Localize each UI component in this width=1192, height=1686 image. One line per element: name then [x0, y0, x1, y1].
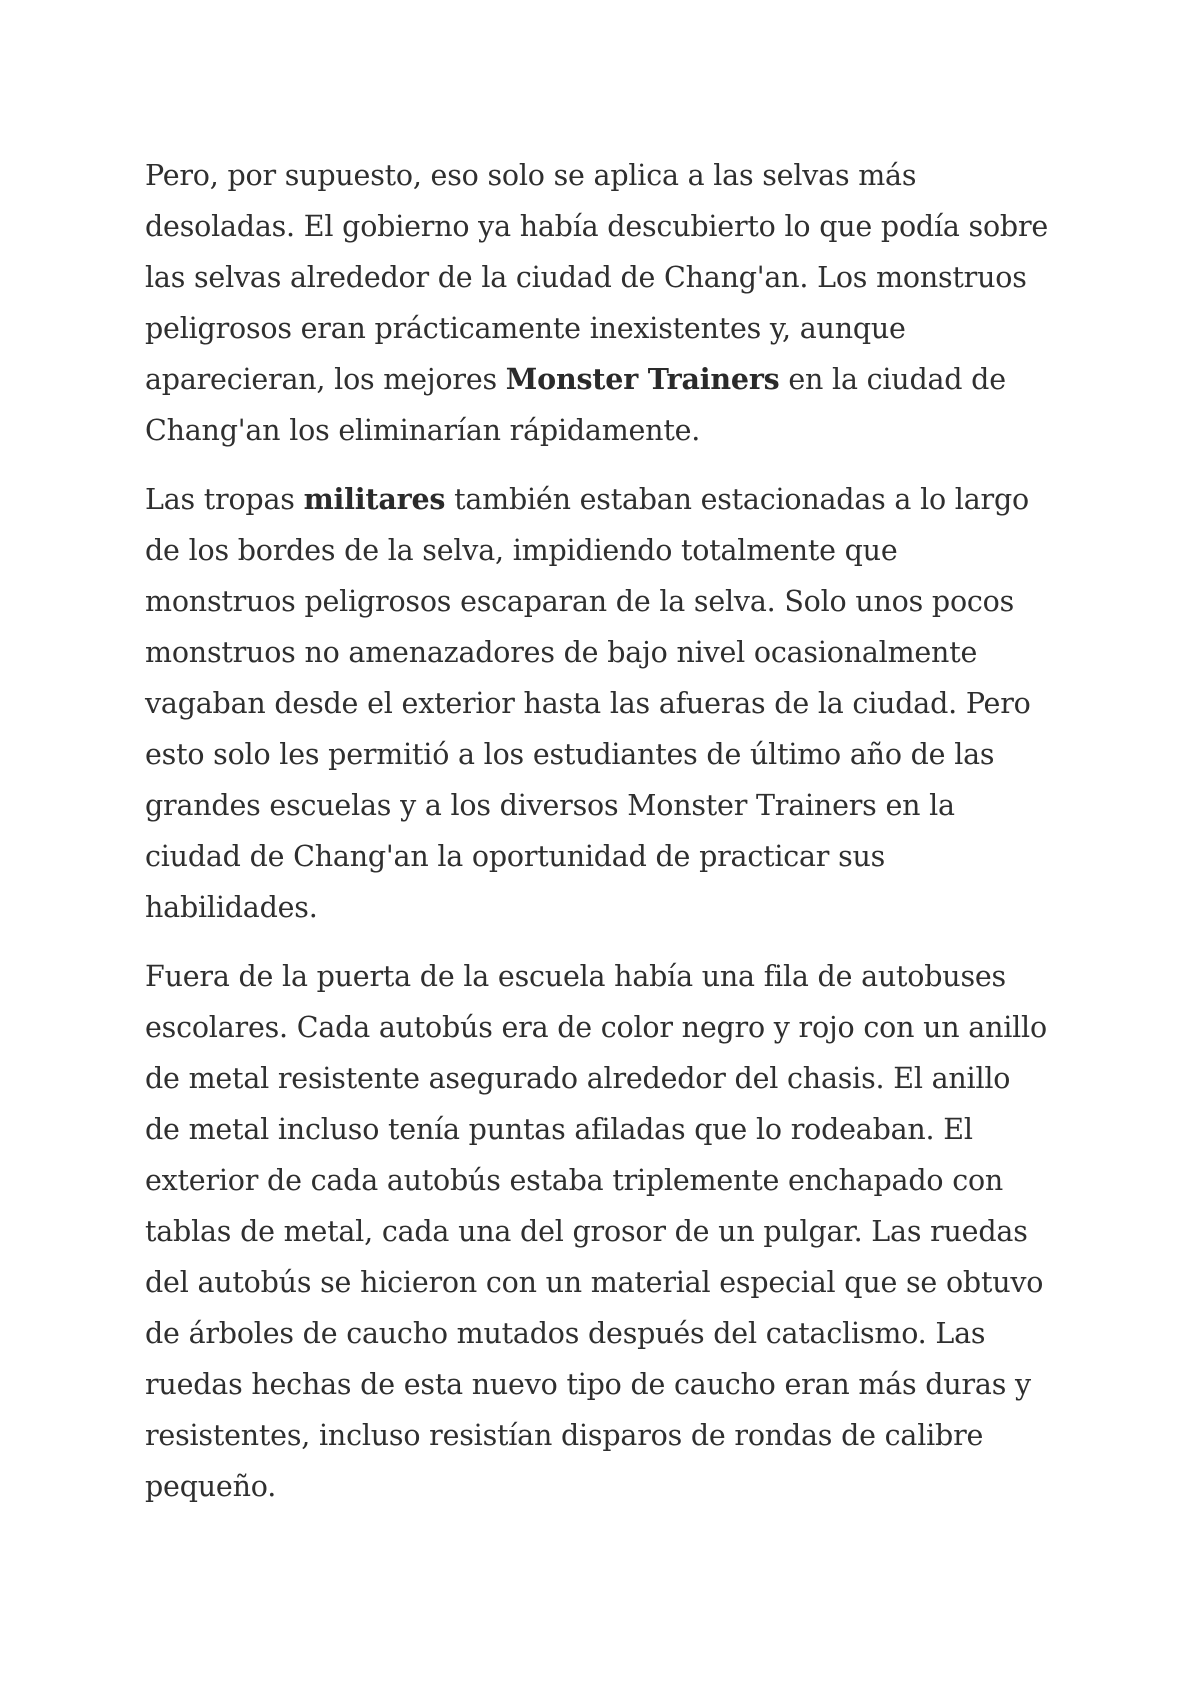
- paragraph-3: Fuera de la puerta de la escuela había una fila de autobuses escolares. Cada autobús era de color negro y rojo con un anillo de metal resistente asegurado alrededor del chasis. El anillo de metal incluso tenía puntas afiladas que lo rodeaban. El exterior de cada autobús estaba triplemente enchapado con tablas de metal, cada una del grosor de un pulgar. Las ruedas del autobús se hicieron con un material especial que se obtuvo de árboles de caucho mutados después del cataclismo. Las ruedas hechas de esta nuevo tipo de caucho eran más duras y resistentes, incluso resistían disparos de rondas de calibre pequeño.: [145, 960, 1047, 1503]
- paragraph-2: [145, 474, 1050, 933]
- body-text: [145, 150, 1050, 1530]
- paragraph-1-text-a: Pero, por supuesto, eso solo se aplica a las selvas más desoladas. El gobierno ya había descubierto lo que podía sobre las selvas alrededor de la ciudad de Chang'an. Los monstruos peligrosos eran prácticamente inexistentes y, aunque aparecieran, los mejores: [145, 159, 1049, 396]
- paragraph-1-text-b: en la ciudad de Chang'an los eliminarían rápidamente.: [145, 363, 1006, 447]
- paragraph-1: [145, 150, 1050, 456]
- paragraph-2-text-a: Las tropas: [145, 483, 304, 516]
- paragraph-2-text-b: también estaban estacionadas a lo largo de los bordes de la selva, impidiendo totalmente que monstruos peligrosos escaparan de la selva. Solo unos pocos monstruos no amenazadores de bajo nivel ocasionalmente vagaban desde el exterior hasta las afueras de la ciudad. Pero esto solo les permitió a los estudiantes de último año de las grandes escuelas y a los diversos Monster Trainers en la ciudad de Chang'an la oportunidad de practicar sus habilidades.: [145, 483, 1031, 924]
- bold-term-monster-trainers: Monster Trainers: [505, 362, 780, 396]
- bold-term-militares: militares: [303, 482, 446, 516]
